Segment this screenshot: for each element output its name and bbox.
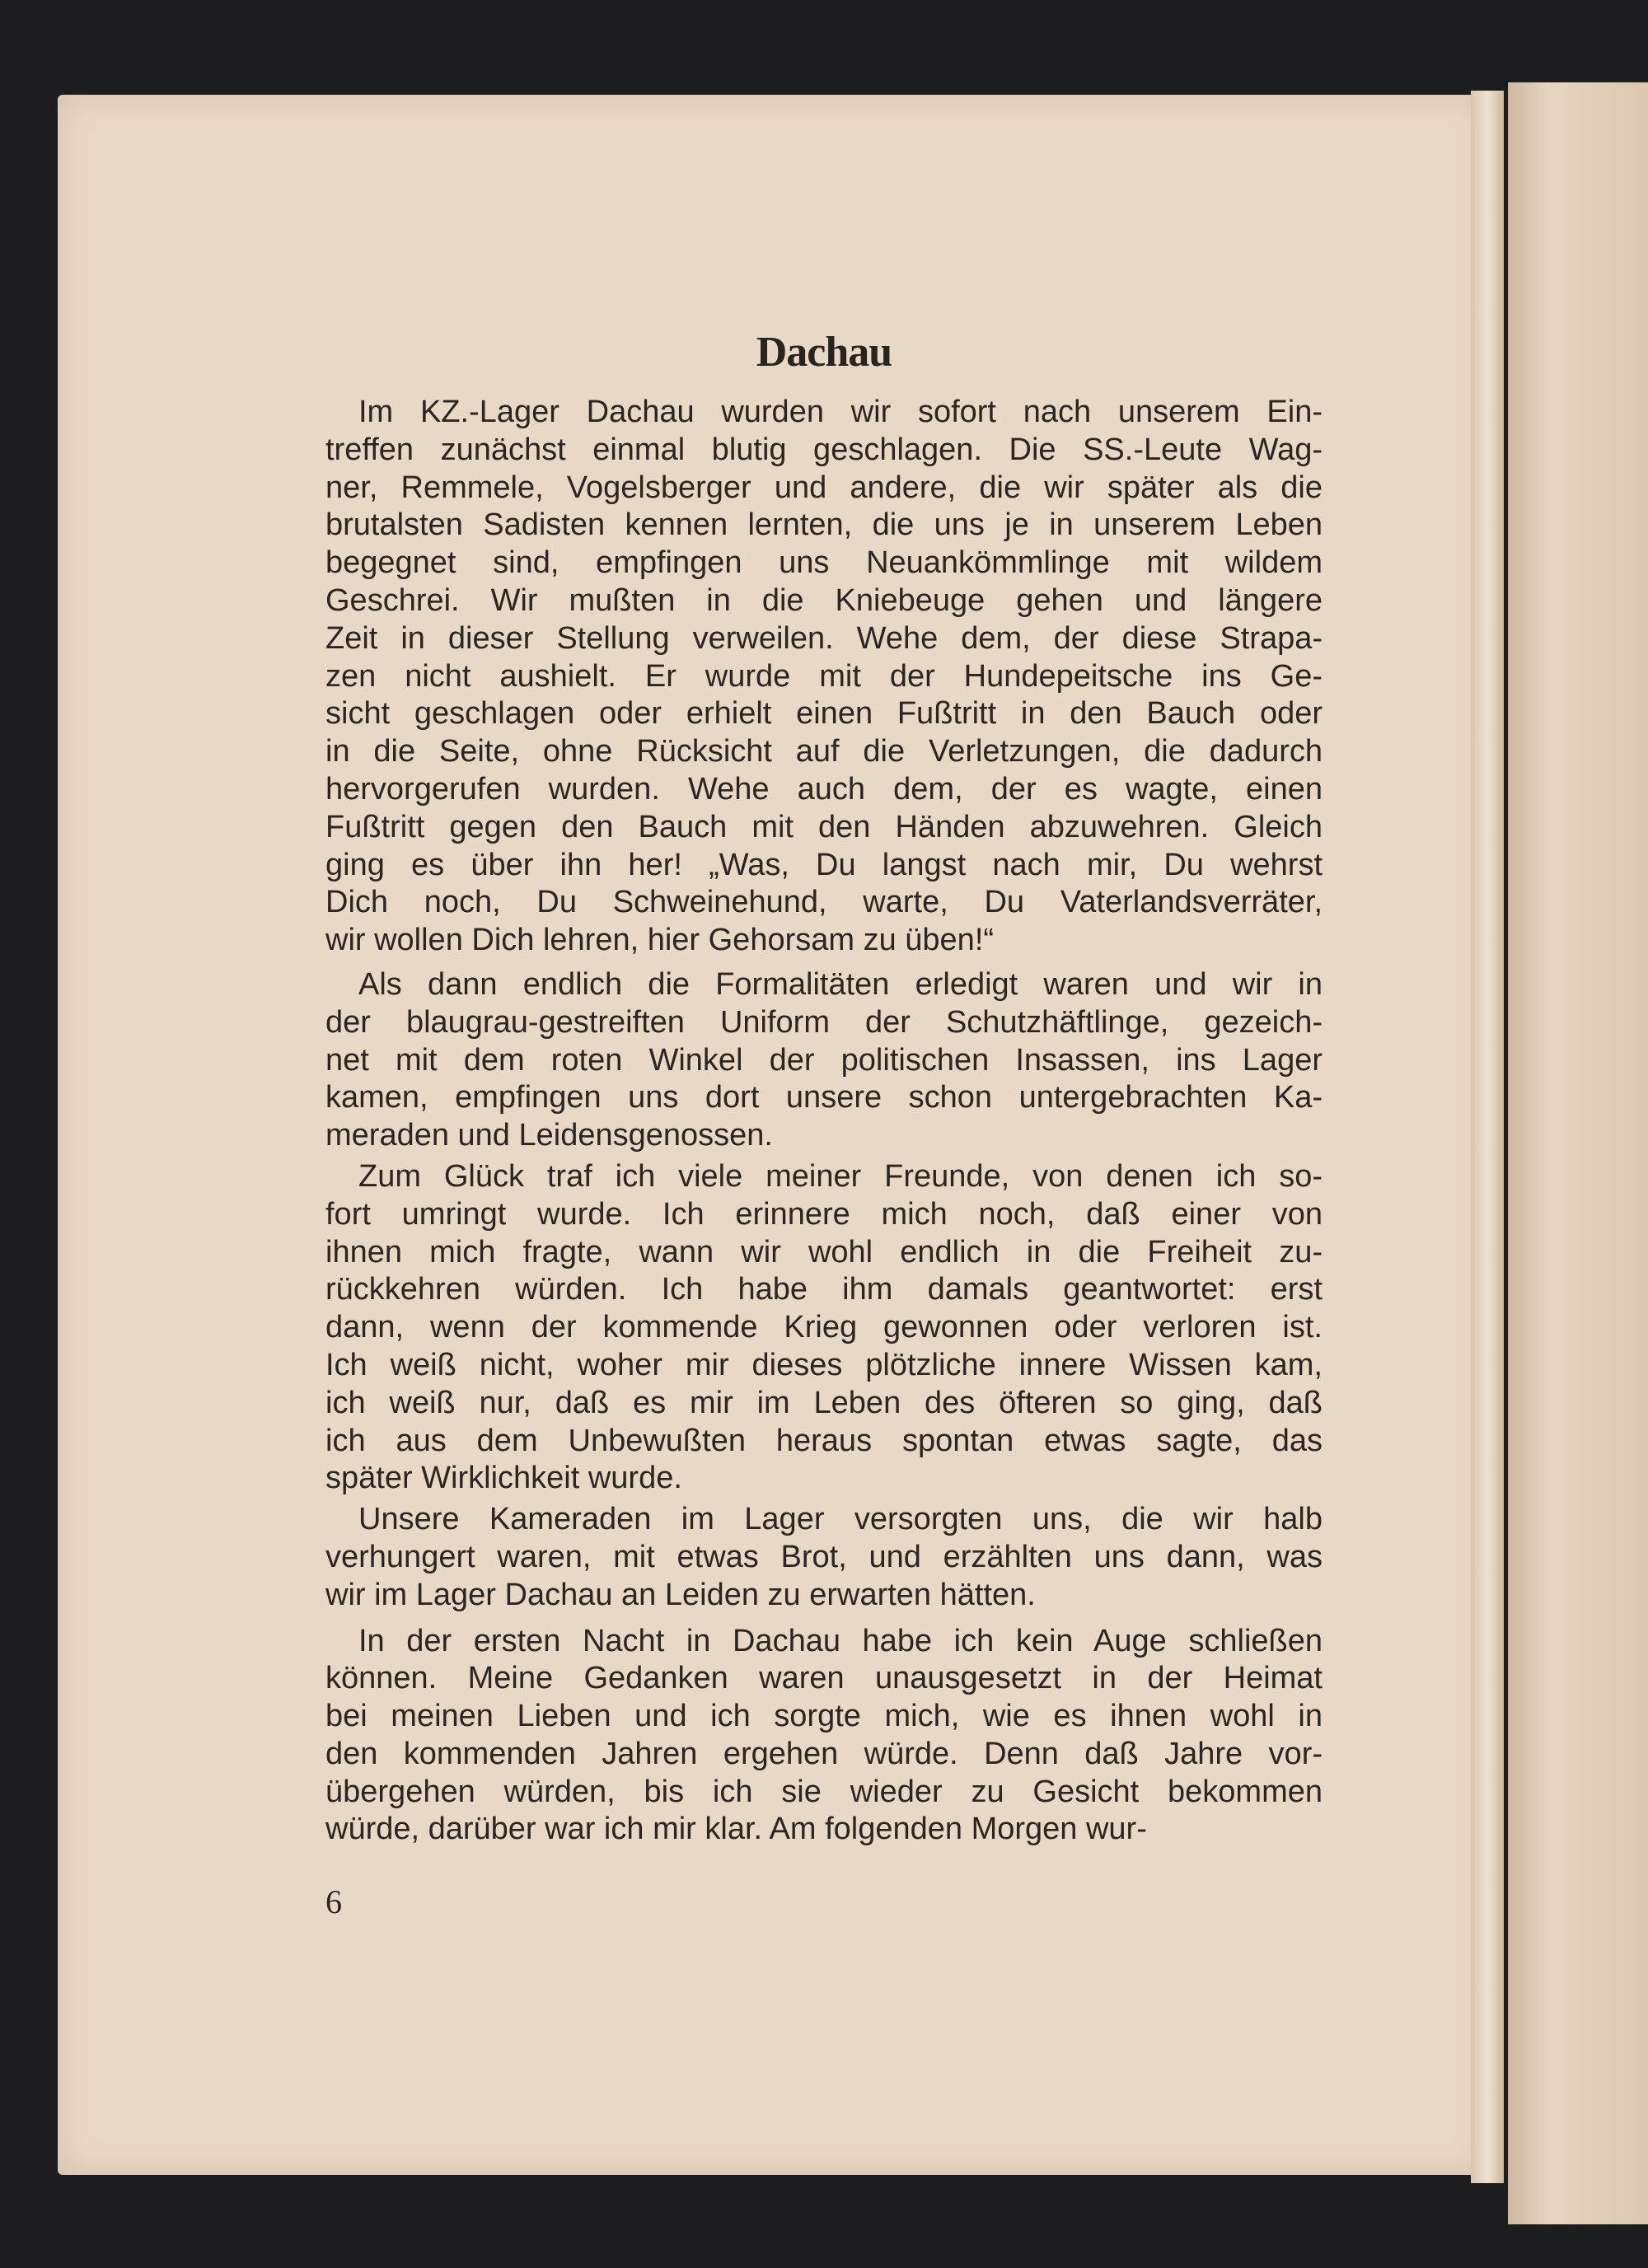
text-line: hervorgerufen wurden. Wehe auch dem, der es wagte, einen — [325, 771, 1323, 807]
page-gutter — [1471, 91, 1504, 2183]
text-line: ging es über ihn her! „Was, Du langst nach mir, Du wehrst — [325, 847, 1323, 882]
text-line: Dich noch, Du Schweinehund, warte, Du Vaterlandsverräter, — [325, 885, 1323, 920]
text-line: sicht geschlagen oder erhielt einen Fußtritt in den Bauch oder — [325, 696, 1323, 732]
text-line: übergehen würden, bis ich sie wieder zu Gesicht bekommen — [325, 1774, 1323, 1809]
text-line: brutalsten Sadisten kennen lernten, die uns je in unserem Leben — [325, 507, 1323, 543]
paragraph — [325, 966, 1323, 1155]
text-line: begegnet sind, empfingen uns Neuankömmlinge mit wildem — [325, 545, 1323, 581]
paragraph — [325, 1623, 1323, 1849]
text-line: verhungert waren, mit etwas Brot, und erzählten uns dann, was — [325, 1539, 1323, 1574]
paragraph — [325, 1158, 1323, 1498]
text-line: fort umringt wurde. Ich erinnere mich noch, daß einer von — [325, 1196, 1323, 1232]
text-line: Fußtritt gegen den Bauch mit den Händen abzuwehren. Gleich — [325, 809, 1323, 844]
text-line: Im KZ.-Lager Dachau wurden wir sofort nach unserem Ein- — [358, 395, 1323, 429]
text-line: später Wirklichkeit wurde. — [325, 1461, 682, 1496]
text-line: zen nicht aushielt. Er wurde mit der Hundepeitsche ins Ge- — [325, 658, 1323, 694]
text-line: dann, wenn der kommende Krieg gewonnen oder verloren ist. — [325, 1310, 1323, 1345]
page-number: 6 — [325, 1883, 342, 1920]
text-line: wir im Lager Dachau an Leiden zu erwarten hätten. — [325, 1577, 1036, 1612]
text-line: ner, Remmele, Vogelsberger und andere, die wir später als die — [325, 470, 1323, 505]
text-line: Ich weiß nicht, woher mir dieses plötzliche innere Wissen kam, — [325, 1347, 1323, 1382]
text-line: Als dann endlich die Formalitäten erledigt waren und wir in — [358, 966, 1323, 1002]
text-line: Unsere Kameraden im Lager versorgten uns, die wir halb — [358, 1502, 1323, 1537]
text-line: ich weiß nur, daß es mir im Leben des öfteren so ging, daß — [325, 1385, 1323, 1420]
text-line: ihnen mich fragte, wann wir wohl endlich in die Freiheit zu- — [325, 1234, 1323, 1270]
text-line: treffen zunächst einmal blutig geschlagen. Die SS.-Leute Wag- — [325, 432, 1323, 467]
text-line: meraden und Leidensgenossen. — [325, 1118, 773, 1153]
paragraph — [325, 1501, 1323, 1614]
text-line: der blaugrau-gestreiften Uniform der Schutzhäftlinge, gezeich- — [325, 1004, 1323, 1040]
text-line: den kommenden Jahren ergehen würde. Denn daß Jahre vor- — [325, 1736, 1323, 1771]
adjacent-page-edge — [1508, 82, 1648, 2224]
text-line: würde, darüber war ich mir klar. Am folgenden Morgen wur- — [325, 1812, 1147, 1847]
body-text — [325, 394, 1323, 1849]
text-line: wir wollen Dich lehren, hier Gehorsam zu üben!“ — [325, 923, 995, 958]
text-line: Geschrei. Wir mußten in die Kniebeuge gehen und längere — [325, 582, 1323, 618]
text-line: Zum Glück traf ich viele meiner Freunde, von denen ich so- — [358, 1158, 1323, 1194]
text-line: In der ersten Nacht in Dachau habe ich kein Auge schließen — [358, 1623, 1323, 1658]
text-line: kamen, empfingen uns dort unsere schon untergebrachten Ka- — [325, 1080, 1323, 1115]
text-line: in die Seite, ohne Rücksicht auf die Verletzungen, die dadurch — [325, 734, 1323, 769]
text-line: net mit dem roten Winkel der politischen Insassen, ins Lager — [325, 1042, 1323, 1078]
text-line: können. Meine Gedanken waren unausgesetzt in der Heimat — [325, 1661, 1323, 1696]
text-line: bei meinen Lieben und ich sorgte mich, wie es ihnen wohl in — [325, 1699, 1323, 1734]
text-line: rückkehren würden. Ich habe ihm damals geantwortet: erst — [325, 1272, 1323, 1307]
text-line: ich aus dem Unbewußten heraus spontan etwas sagte, das — [325, 1423, 1323, 1458]
chapter-title: Dachau — [756, 329, 892, 376]
text-line: Zeit in dieser Stellung verweilen. Wehe dem, der diese Strapa- — [325, 620, 1323, 656]
paragraph — [325, 394, 1323, 960]
